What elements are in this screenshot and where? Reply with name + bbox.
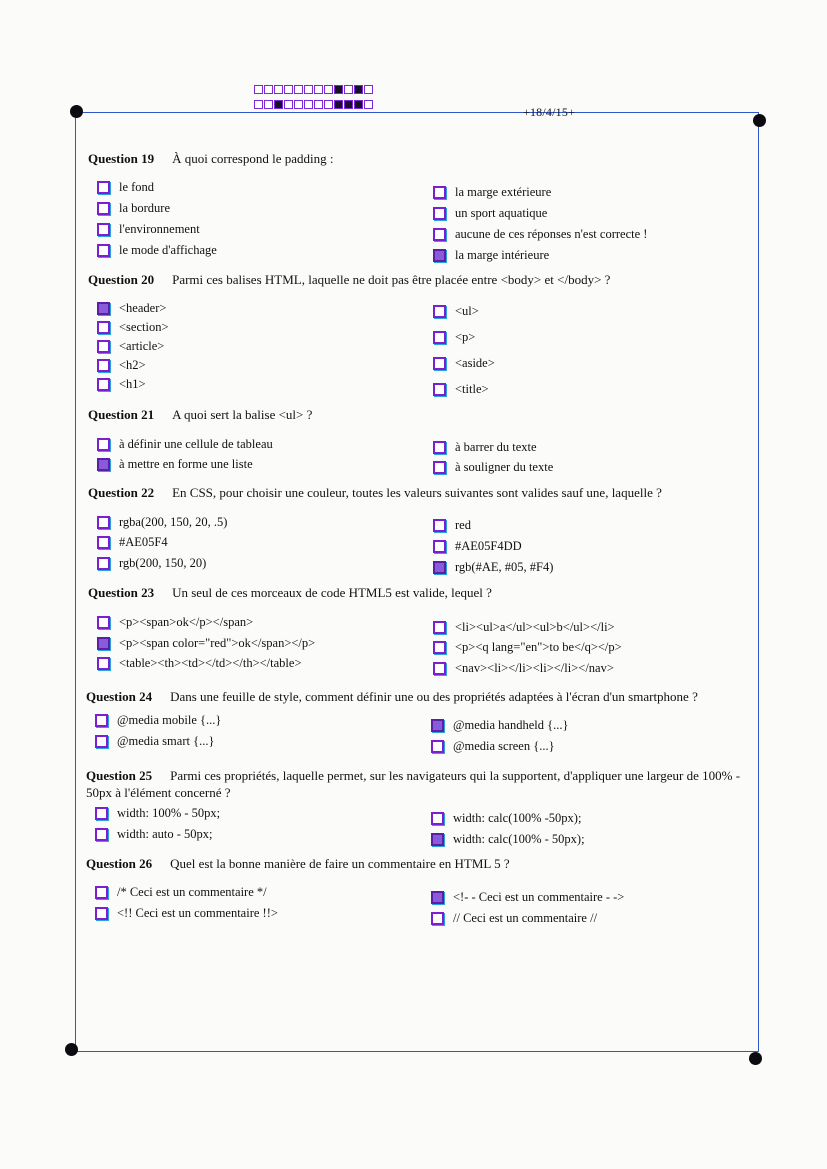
barcode-cell — [254, 85, 263, 94]
option-label: <p><span color="red">ok</span></p> — [119, 636, 316, 650]
option[interactable] — [95, 906, 278, 921]
barcode-cell — [344, 85, 353, 94]
option[interactable] — [95, 827, 212, 842]
checkbox[interactable] — [433, 383, 446, 396]
question-text: À quoi correspond le padding : — [172, 151, 334, 166]
option[interactable] — [433, 460, 553, 475]
checkbox[interactable] — [433, 540, 446, 553]
option[interactable] — [433, 227, 647, 242]
checkbox[interactable] — [97, 637, 110, 650]
option[interactable] — [433, 206, 547, 221]
option[interactable] — [97, 515, 227, 530]
option-label: <p><q lang="en">to be</q></p> — [455, 640, 622, 654]
question-24-title — [86, 689, 698, 705]
option[interactable] — [97, 243, 217, 258]
option-label: #AE05F4 — [119, 535, 168, 549]
option-label: à souligner du texte — [455, 460, 554, 474]
barcode-cell — [294, 85, 303, 94]
option-label: width: auto - 50px; — [117, 827, 213, 841]
checkbox[interactable] — [95, 807, 108, 820]
option-label: à barrer du texte — [455, 440, 537, 454]
checkbox[interactable] — [433, 249, 446, 262]
question-label: Question 20 — [88, 272, 155, 287]
checkbox[interactable] — [97, 181, 110, 194]
barcode-cell — [264, 85, 273, 94]
barcode-cell — [334, 85, 343, 94]
question-19-title — [88, 151, 333, 167]
barcode-cell — [364, 85, 373, 94]
option-label: <li><ul>a</ul><ul>b</ul></li> — [455, 620, 615, 634]
option[interactable] — [97, 222, 200, 237]
option-label: la bordure — [119, 201, 171, 215]
barcode-row-2 — [254, 100, 373, 109]
question-text: Parmi ces propriétés, laquelle permet, sur les navigateurs qui la supportent, d'appliquer une largeur de 100% - 50px à l'élément concerné ? — [86, 768, 741, 800]
option-label: width: 100% - 50px; — [117, 806, 221, 820]
checkbox[interactable] — [97, 557, 110, 570]
option[interactable] — [97, 201, 170, 216]
question-text: Dans une feuille de style, comment définir une ou des propriétés adaptées à l'écran d'un smartphone ? — [170, 689, 698, 704]
option-label: <h2> — [119, 358, 146, 372]
option-label: le mode d'affichage — [119, 243, 217, 257]
checkbox[interactable] — [433, 621, 446, 634]
option-label: rgb(#AE, #05, #F4) — [455, 560, 554, 574]
option[interactable] — [431, 739, 555, 754]
question-label: Question 19 — [88, 151, 155, 166]
option-label: <ul> — [455, 304, 479, 318]
option-label: l'environnement — [119, 222, 200, 236]
option[interactable] — [433, 560, 553, 575]
checkbox[interactable] — [433, 641, 446, 654]
option[interactable] — [431, 718, 569, 733]
question-20-title — [88, 272, 610, 288]
option[interactable] — [97, 377, 146, 392]
checkbox[interactable] — [97, 657, 110, 670]
page-id: +18/4/15+ — [523, 105, 576, 119]
option-label: <p><span>ok</p></span> — [119, 615, 254, 629]
option-label: rgba(200, 150, 20, .5) — [119, 515, 228, 529]
barcode-cell — [274, 85, 283, 94]
checkbox[interactable] — [433, 441, 446, 454]
option-label: width: calc(100% - 50px); — [453, 832, 585, 846]
option[interactable] — [433, 382, 489, 397]
option[interactable] — [95, 713, 221, 728]
checkbox[interactable] — [97, 340, 110, 353]
option-label: rgb(200, 150, 20) — [119, 556, 207, 570]
checkbox[interactable] — [97, 516, 110, 529]
option[interactable] — [97, 656, 302, 671]
checkbox[interactable] — [97, 359, 110, 372]
option-label: @media screen {...} — [453, 739, 555, 753]
checkbox[interactable] — [97, 321, 110, 334]
corner-mark-top-right — [753, 114, 766, 127]
option[interactable] — [433, 356, 495, 371]
barcode-cell — [314, 100, 323, 109]
option-label: la marge extérieure — [455, 185, 552, 199]
option[interactable] — [97, 535, 168, 550]
option-label: à définir une cellule de tableau — [119, 437, 273, 451]
question-text: Un seul de ces morceaux de code HTML5 est valide, lequel ? — [172, 585, 492, 600]
question-label: Question 21 — [88, 407, 155, 422]
question-label: Question 26 — [86, 856, 153, 871]
checkbox[interactable] — [95, 828, 108, 841]
question-21-title — [88, 407, 312, 423]
option-label: <header> — [119, 301, 167, 315]
barcode-cell — [294, 100, 303, 109]
option-label: <article> — [119, 339, 165, 353]
checkbox[interactable] — [431, 833, 444, 846]
checkbox[interactable] — [97, 378, 110, 391]
barcode-row-1 — [254, 85, 373, 94]
checkbox[interactable] — [97, 458, 110, 471]
question-text: A quoi sert la balise <ul> ? — [172, 407, 313, 422]
option[interactable] — [97, 556, 206, 571]
barcode-cell — [264, 100, 273, 109]
question-25-title — [86, 767, 746, 801]
question-26-title — [86, 856, 510, 872]
option[interactable] — [97, 636, 315, 651]
barcode-cell — [284, 85, 293, 94]
option-label: <p> — [455, 330, 476, 344]
option-label: <h1> — [119, 377, 146, 391]
barcode-cell — [274, 100, 283, 109]
checkbox[interactable] — [95, 714, 108, 727]
checkbox[interactable] — [431, 812, 444, 825]
option[interactable] — [433, 518, 471, 533]
question-label: Question 22 — [88, 485, 155, 500]
checkbox[interactable] — [97, 438, 110, 451]
checkbox[interactable] — [433, 357, 446, 370]
checkbox[interactable] — [433, 331, 446, 344]
option-label: à mettre en forme une liste — [119, 457, 253, 471]
option[interactable] — [431, 890, 624, 905]
barcode-cell — [324, 85, 333, 94]
checkbox[interactable] — [95, 735, 108, 748]
checkbox[interactable] — [97, 202, 110, 215]
option[interactable] — [433, 440, 537, 455]
barcode-cell — [334, 100, 343, 109]
checkbox[interactable] — [433, 305, 446, 318]
question-label: Question 23 — [88, 585, 155, 600]
corner-mark-top-left — [70, 105, 83, 118]
option[interactable] — [97, 615, 253, 630]
option[interactable] — [97, 339, 164, 354]
checkbox[interactable] — [433, 228, 446, 241]
option[interactable] — [431, 811, 581, 826]
barcode-cell — [314, 85, 323, 94]
barcode-cell — [324, 100, 333, 109]
question-text: Quel est la bonne manière de faire un commentaire en HTML 5 ? — [170, 856, 510, 871]
checkbox[interactable] — [431, 891, 444, 904]
option[interactable] — [95, 734, 214, 749]
option[interactable] — [97, 358, 146, 373]
option-label: width: calc(100% -50px); — [453, 811, 582, 825]
option[interactable] — [95, 885, 267, 900]
checkbox[interactable] — [431, 740, 444, 753]
option[interactable] — [97, 437, 273, 452]
question-text: Parmi ces balises HTML, laquelle ne doit pas être placée entre <body> et </body> ? — [172, 272, 611, 287]
checkbox[interactable] — [97, 244, 110, 257]
option-label: // Ceci est un commentaire // — [453, 911, 598, 925]
option[interactable] — [97, 180, 154, 195]
option-label: @media handheld {...} — [453, 718, 569, 732]
question-23-title — [88, 585, 492, 601]
checkbox[interactable] — [433, 461, 446, 474]
checkbox[interactable] — [431, 912, 444, 925]
checkbox[interactable] — [433, 561, 446, 574]
barcode-cell — [254, 100, 263, 109]
checkbox[interactable] — [97, 223, 110, 236]
option-label: la marge intérieure — [455, 248, 550, 262]
option[interactable] — [431, 832, 585, 847]
barcode-cell — [304, 100, 313, 109]
question-label: Question 24 — [86, 689, 153, 704]
option-label: #AE05F4DD — [455, 539, 522, 553]
option-label: aucune de ces réponses n'est correcte ! — [455, 227, 648, 241]
checkbox[interactable] — [433, 207, 446, 220]
option-label: <!! Ceci est un commentaire !!> — [117, 906, 278, 920]
barcode-cell — [354, 85, 363, 94]
barcode-cell — [284, 100, 293, 109]
option-label: <nav><li></li><li></li></nav> — [455, 661, 614, 675]
option-label: <!- - Ceci est un commentaire - -> — [453, 890, 625, 904]
option[interactable] — [433, 620, 615, 635]
option[interactable] — [97, 457, 253, 472]
checkbox[interactable] — [433, 186, 446, 199]
option[interactable] — [433, 661, 614, 676]
option-label: <table><th><td></td></th></table> — [119, 656, 302, 670]
option-label: un sport aquatique — [455, 206, 548, 220]
option[interactable] — [431, 911, 597, 926]
checkbox[interactable] — [97, 302, 110, 315]
option[interactable] — [97, 320, 169, 335]
barcode-cell — [304, 85, 313, 94]
option[interactable] — [433, 640, 622, 655]
checkbox[interactable] — [97, 616, 110, 629]
option[interactable] — [433, 185, 551, 200]
checkbox[interactable] — [95, 907, 108, 920]
option-label: le fond — [119, 180, 155, 194]
checkbox[interactable] — [433, 519, 446, 532]
option-label: @media smart {...} — [117, 734, 215, 748]
question-label: Question 25 — [86, 768, 153, 783]
option-label: <title> — [455, 382, 489, 396]
corner-mark-bottom-right — [749, 1052, 762, 1065]
option-label: <section> — [119, 320, 169, 334]
option[interactable] — [433, 304, 479, 319]
option-label: <aside> — [455, 356, 495, 370]
checkbox[interactable] — [431, 719, 444, 732]
corner-mark-bottom-left — [65, 1043, 78, 1056]
option-label: @media mobile {...} — [117, 713, 222, 727]
checkbox[interactable] — [97, 536, 110, 549]
option-label: red — [455, 518, 471, 532]
barcode-cell — [344, 100, 353, 109]
option[interactable] — [433, 539, 522, 554]
question-22-title — [88, 485, 662, 501]
option[interactable] — [97, 301, 166, 316]
option-label: /* Ceci est un commentaire */ — [117, 885, 267, 899]
option[interactable] — [433, 248, 549, 263]
option[interactable] — [433, 330, 475, 345]
question-text: En CSS, pour choisir une couleur, toutes les valeurs suivantes sont valides sauf une, laquelle ? — [172, 485, 662, 500]
barcode-cell — [364, 100, 373, 109]
barcode-cell — [354, 100, 363, 109]
checkbox[interactable] — [95, 886, 108, 899]
option[interactable] — [95, 806, 220, 821]
checkbox[interactable] — [433, 662, 446, 675]
